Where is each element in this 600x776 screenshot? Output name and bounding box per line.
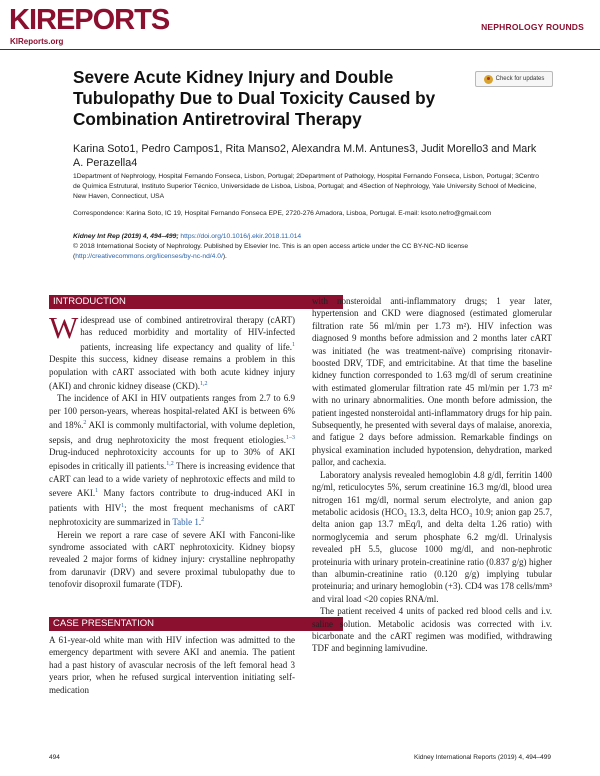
journal-url[interactable]: KIReports.org: [10, 37, 64, 46]
check-updates-label: Check for updates: [495, 76, 545, 82]
intro-text: AKI is commonly multifactorial, with volume depletion, sepsis, and drug nephrotoxicity the most frequent etiologies.: [49, 420, 295, 445]
case-paragraph: A 61-year-old white man with HIV infection was admitted to the emergency department with severe AKI and anemia. The patient had a past history of avascular necrosis of the left femoral head 3 years prior, when he refused surgical intervention initiating self-medication: [49, 635, 295, 695]
article-title: Severe Acute Kidney Injury and Double Tubulopathy Due to Dual Toxicity Caused by Combination Antiretroviral Therapy: [73, 67, 436, 129]
intro-text: idespread use of combined antiretroviral therapy (cART) has reduced morbidity and mortality of HIV-infected patients, increasing life expectancy and quality of life.: [80, 315, 295, 352]
citation-block: [73, 232, 543, 262]
drop-cap: W: [49, 310, 79, 345]
check-updates-button[interactable]: [475, 71, 553, 87]
journal-logo: KIREPORTS: [9, 4, 170, 36]
intro-body: [49, 310, 295, 591]
intro-text: There is increasing evidence that cART can lead to a wide variety of nephrotoxic effects and mild to severe AKI.: [49, 461, 295, 499]
license-close: ).: [222, 253, 227, 260]
footer-journal: Kidney International Reports (2019) 4, 494–499: [414, 754, 551, 761]
author-list: Karina Soto1, Pedro Campos1, Rita Manso2, Alexandra M.M. Antunes3, Judit Morello3 and Mark A. Perazella4: [73, 143, 537, 169]
intro-text: Many factors contribute to drug-induced AKI in patients with HIV: [49, 488, 295, 513]
crossmark-icon: [484, 75, 493, 84]
intro-text: Despite this success, kidney disease remains a problem in this population with cART associated with both acute kidney injury (AKI) and chronic kidney disease (CKD).: [49, 354, 295, 392]
ref-link[interactable]: 1: [95, 488, 99, 495]
case-heading: CASE PRESENTATION: [49, 617, 343, 631]
page-number: 494: [49, 754, 60, 761]
ref-link[interactable]: 1,2: [199, 381, 208, 388]
ref-link[interactable]: 1: [121, 502, 125, 509]
correspondence: Correspondence: Karina Soto, IC 19, Hospital Fernando Fonseca EPE, 2720-276 Amadora, Lisboa, Portugal. E-mail: ksoto.nefro@gmail.com: [73, 210, 492, 217]
section-label: NEPHROLOGY ROUNDS: [481, 22, 584, 32]
ref-link[interactable]: 1,2: [166, 461, 174, 468]
case-paragraph: Laboratory analysis revealed hemoglobin 4.8 g/dl, ferritin 1400 ng/ml, reticulocytes 5%, serum creatinine 16.3 mg/dl, blood urea nitrogen 161 mg/dl, normal serum electrolyte, and anion gap metabolic acidosis (HCO₃ 13.3, delta HCO₃ 10.9; anion gap 25.7, delta anion gap 13.7 mEq/l, and delta delta 1.26 ratio) with normoglycemia and serum phosphate 6.2 mg/dl. Urinalysis revealed pH 5.5, glucose 1000 mg/dl, and non-nephrotic proteinuria with urinary protein-creatinine ratio (0.837 g/g) higher than albumin-creatinine ratio (0.120 g/g) implying tubular proteinuria; and urinary hemoglobin (+3). CD4 was 178 cells/mm³ and viral load <20 copies RNA/ml.: [312, 469, 552, 604]
affiliations: 1Department of Nephrology, Hospital Fernando Fonseca, Lisbon, Portugal; 2Department of Pathology, Hospital Fernando Fonseca, Lisbon, Portugal; 3Centro de Química Estrutural, Instituto Superior Técnico, Universidade de Lisboa, Lisboa, Portugal; and 4Section of Nephrology, Yale University School of Medicine, New Haven, Connecticut, USA: [73, 173, 539, 200]
journal-citation: Kidney Int Rep (2019) 4, 494–499;: [73, 233, 179, 240]
intro-paragraph: Herein we report a rare case of severe AKI with Fanconi-like syndrome associated with cART nephrotoxicity. Kidney biopsy revealed 2 major forms of kidney injury: crystalline nephropathy from darunavir (DRV) and severe proximal tubulopathy due to tenofovir disoproxil fumarate (TDF).: [49, 529, 295, 590]
intro-heading: INTRODUCTION: [49, 295, 343, 309]
ref-link[interactable]: 1: [292, 341, 295, 348]
header-divider: [0, 49, 600, 50]
right-column: [312, 295, 552, 655]
intro-text: Drug-induced nephrotoxicity accounts for up to 30% of AKI episodes in critically ill patients.: [49, 447, 295, 472]
intro-text: The incidence of AKI in HIV outpatients ranges from 2.7 to 6.9 per 100 person-years, whereas hospital-related AKI is between 6% and 18%.: [49, 393, 295, 431]
case-paragraph: with nonsteroidal anti-inflammatory drugs; 1 year later, hypertension and CKD were diagnosed (estimated glomerular filtration rate 56 ml/min per 1.73 m²). HIV infection was diagnosed 9 months before admission and 2 months later cART was initiated (he was treatment-naïve) comprising ritonavir-boosted DRV, TDF, and emtricitabine. At that time the baseline kidney function corresponded to 1.63 mg/dl of serum creatinine with estimated glomerular filtration rate 45 ml/min per 1.73 m² with no urinary abnormalities. One month before admission, the patient ingested nonsteroidal anti-inflammatory drugs for hip pain. Subsequently, he presented with several days of malaise, anorexia, and fatigue 2 days before admission. Remarkable findings on physical examination included hypotension, dehydration, marked pallor, and cachexia.: [312, 296, 552, 468]
case-body: [49, 634, 295, 696]
ref-link[interactable]: 1–3: [286, 434, 295, 441]
copyright: © 2018 International Society of Nephrology. Published by Elsevier Inc. This is an open access article under the CC BY-NC-ND license (: [73, 243, 469, 260]
doi-link[interactable]: https://doi.org/10.1016/j.ekir.2018.11.014: [180, 233, 302, 240]
intro-text: .: [198, 517, 202, 528]
case-paragraph: The patient received 4 units of packed red blood cells and i.v. saline solution. Metabolic acidosis was corrected with i.v. bicarbonate and the cART regimen was modified, withdrawing TDF and beginning lamivudine.: [312, 606, 552, 654]
intro-text: ; the most frequent mechanisms of cART nephrotoxicity are summarized in: [49, 502, 295, 528]
license-link[interactable]: http://creativecommons.org/licenses/by-nc-nd/4.0/: [75, 253, 223, 260]
ref-link[interactable]: 2: [201, 517, 205, 524]
ref-link[interactable]: 2: [83, 420, 87, 427]
table-link[interactable]: Table 1: [172, 517, 199, 528]
